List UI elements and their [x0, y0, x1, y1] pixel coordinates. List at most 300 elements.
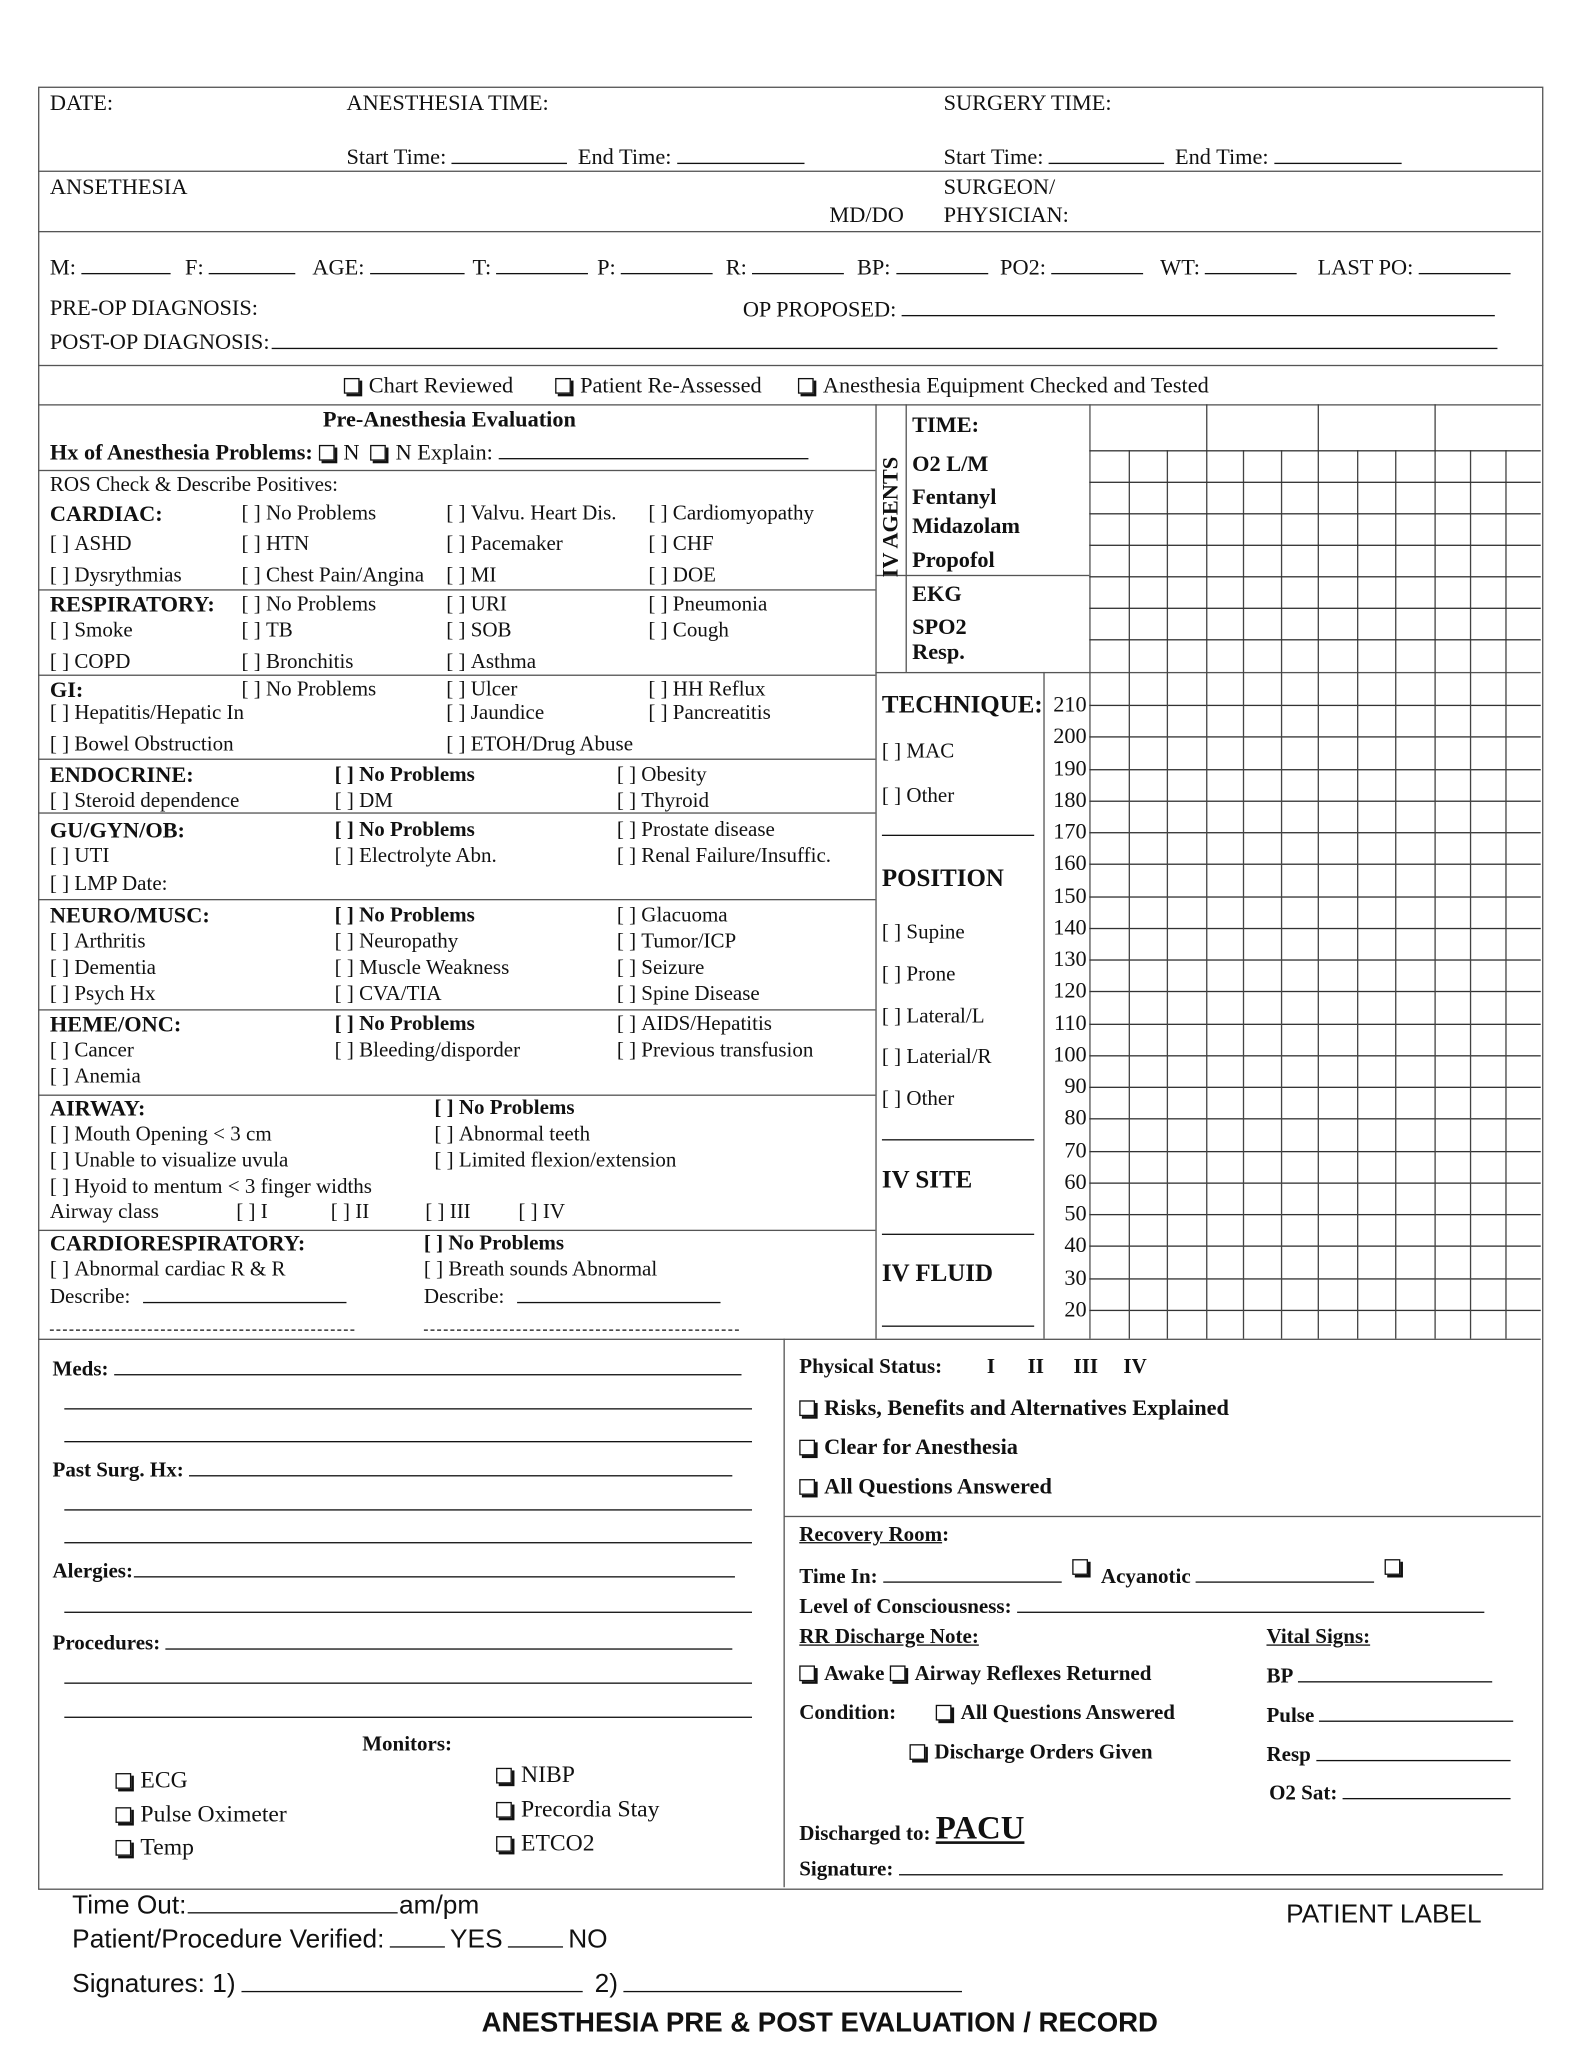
grid-line: [1089, 832, 1540, 833]
ros-checkbox-item[interactable]: [ ] Glacuoma: [617, 904, 728, 928]
iv-row-label: EKG: [912, 581, 962, 607]
vital-field[interactable]: [1051, 255, 1143, 275]
iv-row-label: Resp.: [912, 639, 965, 665]
position-title: POSITION: [881, 864, 1004, 893]
procedures-field-line[interactable]: [64, 1682, 752, 1683]
grid-line: [1089, 545, 1540, 546]
discharged-to-value[interactable]: PACU: [935, 1811, 1025, 1847]
ros-section-title: RESPIRATORY:: [49, 591, 215, 617]
check-label: Chart Reviewed: [368, 372, 514, 398]
ros-checkbox-item[interactable]: [ ] Pancreatitis: [648, 702, 770, 726]
check-patient-reassessed[interactable]: [555, 374, 761, 398]
ros-checkbox-item[interactable]: [ ] Hyoid to mentum < 3 finger widths: [50, 1176, 372, 1200]
ros-checkbox-item[interactable]: [ ] No Problems: [424, 1232, 564, 1256]
vital-resp-field[interactable]: [1316, 1742, 1510, 1762]
y-tick-label: 100: [1053, 1041, 1087, 1067]
grid-line: [1089, 864, 1540, 865]
checkbox-icon[interactable]: [115, 1840, 131, 1856]
past-surg-field-line[interactable]: [64, 1509, 752, 1510]
monitor-nibp[interactable]: [496, 1763, 575, 1787]
monitor-label: NIBP: [521, 1761, 575, 1788]
vital-t: [472, 255, 593, 280]
form-title: ANESTHESIA PRE & POST EVALUATION / RECORD: [481, 2007, 1158, 2039]
meds-field-line[interactable]: [64, 1408, 752, 1409]
grid-line: [1089, 1119, 1540, 1120]
grid-line: [1280, 450, 1281, 1338]
checkbox-icon[interactable]: [909, 1744, 925, 1760]
iv-row-label: O2 L/M: [912, 451, 989, 477]
mddo-label: MD/DO: [829, 202, 904, 228]
ampm-label: am/pm: [399, 1891, 480, 1921]
ros-section-title: AIRWAY:: [49, 1095, 146, 1121]
ros-checkbox-item[interactable]: [ ] Neuropathy: [335, 930, 459, 954]
physical-status-i[interactable]: I: [986, 1355, 996, 1379]
vital-label: M:: [49, 254, 76, 280]
ros-checkbox-item[interactable]: [ ] Cancer: [50, 1039, 134, 1063]
vital-field[interactable]: [1205, 255, 1297, 275]
discharge-awake-airway: [799, 1663, 1151, 1687]
check-equipment-tested[interactable]: [798, 374, 1209, 398]
divider: [875, 404, 876, 1338]
divider: [906, 404, 907, 672]
grid-line: [1089, 1023, 1540, 1024]
ros-checkbox-item[interactable]: [ ] ETOH/Drug Abuse: [446, 734, 633, 758]
y-tick-label: 120: [1053, 978, 1087, 1004]
grid-line: [1089, 928, 1540, 929]
checkbox-icon[interactable]: [115, 1773, 131, 1789]
signature-1-field[interactable]: [241, 1973, 582, 1993]
technique-other[interactable]: [ ] Other: [882, 785, 954, 809]
condition-label: Condition:: [799, 1702, 897, 1725]
ros-section-title: GI:: [49, 677, 84, 703]
monitor-label: Precordia Stay: [521, 1795, 660, 1822]
hx-anesthesia-problems: [50, 440, 813, 465]
airway-class-option[interactable]: [ ] II: [331, 1201, 369, 1225]
allergies-field[interactable]: [134, 1558, 735, 1578]
level-of-consciousness: [799, 1593, 1489, 1619]
grid-line: [1089, 513, 1540, 514]
acyanotic-field[interactable]: [1196, 1563, 1374, 1583]
ros-checkbox-item[interactable]: [ ] Bronchitis: [241, 651, 353, 675]
ros-checkbox-item[interactable]: [ ] Pneumonia: [648, 593, 767, 617]
ros-checkbox-item[interactable]: [ ] Arthritis: [50, 930, 146, 954]
acyanotic-label: Acyanotic: [1100, 1565, 1191, 1589]
grid-line: [1089, 1087, 1540, 1088]
checkbox-icon[interactable]: [799, 1400, 815, 1416]
iv-fluid-field[interactable]: [882, 1326, 1034, 1327]
vital-label: F:: [185, 254, 204, 280]
ros-checkbox-item[interactable]: [ ] Abnormal cardiac R & R: [50, 1259, 286, 1283]
ros-checkbox-item[interactable]: [ ] Ulcer: [446, 679, 517, 703]
position-lateral-l[interactable]: [ ] Lateral/L: [882, 1005, 985, 1029]
checkbox-icon[interactable]: [1385, 1559, 1401, 1575]
procedures-field[interactable]: [165, 1630, 732, 1650]
past-surg-hx: [52, 1457, 737, 1483]
ros-checkbox-item[interactable]: [ ] Hepatitis/Hepatic In: [50, 702, 244, 726]
checkbox-icon[interactable]: [1072, 1559, 1088, 1575]
grid-line: [1089, 1151, 1540, 1152]
describe-field-line[interactable]: [50, 1329, 354, 1330]
past-surg-field[interactable]: [189, 1457, 732, 1477]
ros-checkbox-item[interactable]: [ ] No Problems: [335, 819, 475, 843]
ros-checkbox-item[interactable]: [ ] Valvu. Heart Dis.: [446, 503, 616, 527]
anesthesia-start-time-field[interactable]: [452, 144, 567, 164]
vital-bp: [857, 255, 993, 280]
airway-class-option[interactable]: [ ] III: [425, 1201, 470, 1225]
technique-title: TECHNIQUE:: [881, 691, 1043, 720]
check-label: Patient Re-Assessed: [580, 372, 762, 398]
vital-o2-sat-field[interactable]: [1343, 1780, 1511, 1800]
end-time-label: End Time:: [1175, 144, 1269, 170]
time-in-label: Time In:: [799, 1565, 878, 1589]
signature-2-field[interactable]: [623, 1973, 962, 1993]
y-tick-label: 140: [1053, 914, 1087, 940]
y-tick-label: 90: [1064, 1073, 1087, 1099]
yes-label: YES: [450, 1925, 503, 1955]
ros-checkbox-item[interactable]: [ ] ASHD: [50, 533, 132, 557]
n-label: N: [343, 439, 360, 465]
verified-label: Patient/Procedure Verified:: [72, 1925, 385, 1955]
y-tick-label: 50: [1064, 1201, 1087, 1227]
y-tick-label: 40: [1064, 1232, 1087, 1258]
ros-checkbox-item[interactable]: [ ] CVA/TIA: [335, 983, 442, 1007]
time-out-label: Time Out:: [72, 1891, 187, 1921]
ros-checkbox-item[interactable]: [ ] Asthma: [446, 651, 536, 675]
technique-other-field[interactable]: [882, 835, 1034, 836]
monitor-label: Temp: [140, 1833, 194, 1860]
monitor-ecg[interactable]: [115, 1768, 187, 1792]
divider: [38, 1095, 875, 1096]
ros-checkbox-item[interactable]: [ ] Electrolyte Abn.: [335, 845, 497, 869]
ros-checkbox-item[interactable]: [ ] Prostate disease: [617, 819, 775, 843]
ros-checkbox-item[interactable]: [ ] Anemia: [50, 1066, 141, 1090]
vital-f: [185, 255, 301, 280]
ros-checkbox-item[interactable]: [ ] COPD: [50, 651, 131, 675]
ros-section-title: GU/GYN/OB:: [49, 817, 185, 843]
vital-field[interactable]: [1419, 255, 1511, 275]
grid-line: [1167, 450, 1168, 1338]
anesthesia-end-time-field[interactable]: [677, 144, 804, 164]
airway-reflexes-label: Airway Reflexes Returned: [914, 1662, 1152, 1686]
vital-lastpo: [1318, 255, 1516, 280]
divider: [38, 470, 875, 471]
divider: [38, 589, 875, 590]
check-chart-reviewed[interactable]: [344, 374, 513, 398]
iv-fluid-label: IV FLUID: [881, 1259, 994, 1288]
grid-line: [1089, 1310, 1540, 1311]
monitor-etco2[interactable]: [496, 1831, 594, 1855]
vital-field[interactable]: [896, 255, 988, 275]
checkbox-icon[interactable]: [496, 1768, 512, 1784]
checkbox-icon[interactable]: [496, 1802, 512, 1818]
rr-discharge-note-title: RR Discharge Note:: [799, 1626, 979, 1649]
monitor-temp[interactable]: [115, 1835, 193, 1859]
past-surg-field-line[interactable]: [64, 1542, 752, 1543]
describe-field-row: [50, 1284, 352, 1310]
y-tick-label: 210: [1053, 691, 1087, 717]
vital-field[interactable]: [209, 255, 296, 275]
y-tick-label: 180: [1053, 787, 1087, 813]
ros-checkbox-item[interactable]: [ ] Pacemaker: [446, 533, 563, 557]
monitor-label: Pulse Oximeter: [140, 1800, 287, 1827]
ros-checkbox-item[interactable]: [ ] Renal Failure/Insuffic.: [617, 845, 831, 869]
y-tick-label: 150: [1053, 882, 1087, 908]
airway-class-option[interactable]: [ ] I: [236, 1201, 267, 1225]
ros-checkbox-item[interactable]: [ ] Bleeding/disporder: [335, 1039, 520, 1063]
check-discharge-orders[interactable]: [909, 1742, 1152, 1766]
ros-section-title: HEME/ONC:: [49, 1011, 182, 1037]
vital-label: AGE:: [312, 254, 365, 280]
vital-label: T:: [472, 254, 492, 280]
post-op-diagnosis-field[interactable]: [272, 329, 1498, 349]
grid-line: [1089, 991, 1540, 992]
check-clear-for-anesthesia[interactable]: [799, 1436, 1018, 1460]
meds-field[interactable]: [114, 1356, 741, 1376]
vital-field[interactable]: [752, 255, 844, 275]
ros-checkbox-item[interactable]: [ ] Limited flexion/extension: [434, 1150, 676, 1174]
ros-checkbox-item[interactable]: [ ] HTN: [241, 533, 309, 557]
ros-checkbox-item[interactable]: [ ] CHF: [648, 533, 713, 557]
ros-checkbox-item[interactable]: [ ] Seizure: [617, 957, 704, 981]
vital-field[interactable]: [370, 255, 464, 275]
ros-checkbox-item[interactable]: [ ] UTI: [50, 845, 109, 869]
ros-checkbox-item[interactable]: [ ] Unable to visualize uvula: [50, 1150, 288, 1174]
ros-checkbox-item[interactable]: [ ] URI: [446, 593, 507, 617]
recovery-room-title: Recovery Room:: [799, 1523, 950, 1547]
checkbox-icon[interactable]: [344, 378, 360, 394]
checkbox-icon[interactable]: [318, 445, 334, 461]
op-proposed: [743, 297, 1500, 322]
ros-checkbox-item[interactable]: [ ] No Problems: [241, 679, 376, 703]
surgery-start-end: [944, 144, 1407, 169]
time-in-field[interactable]: [883, 1563, 1061, 1583]
ros-checkbox-item[interactable]: [ ] Muscle Weakness: [335, 957, 510, 981]
ros-checkbox-item[interactable]: [ ] No Problems: [241, 503, 376, 527]
describe-field-line[interactable]: [424, 1329, 739, 1330]
checkbox-icon[interactable]: [936, 1705, 952, 1721]
divider: [38, 404, 1541, 405]
ros-checkbox-item[interactable]: [ ] DOE: [648, 564, 716, 588]
ros-checkbox-item[interactable]: [ ] Bowel Obstruction: [50, 734, 234, 758]
patient-procedure-verified: [72, 1924, 607, 1955]
checkbox-icon[interactable]: [798, 378, 814, 394]
explain-field[interactable]: [498, 440, 808, 460]
describe-field[interactable]: [143, 1284, 346, 1304]
position-supine[interactable]: [ ] Supine: [882, 921, 965, 945]
ros-checkbox-item[interactable]: [ ] No Problems: [241, 593, 376, 617]
grid-line: [1089, 1182, 1540, 1183]
ros-checkbox-item[interactable]: [ ] Mouth Opening < 3 cm: [50, 1123, 272, 1147]
ros-checkbox-item[interactable]: [ ] LMP Date:: [50, 873, 168, 897]
check-risks-explained[interactable]: [799, 1396, 1229, 1420]
ros-checkbox-item[interactable]: [ ] Previous transfusion: [617, 1039, 814, 1063]
time-in: [799, 1559, 1410, 1589]
time-out: [72, 1890, 479, 1921]
grid-line: [1089, 482, 1540, 483]
post-op-diagnosis: [50, 329, 1503, 354]
ros-section-title: NEURO/MUSC:: [49, 902, 210, 928]
y-tick-label: 110: [1054, 1010, 1087, 1035]
position-other[interactable]: [ ] Other: [882, 1088, 954, 1112]
ros-checkbox-item[interactable]: [ ] Spine Disease: [617, 983, 760, 1007]
physical-status-ii[interactable]: II: [1027, 1355, 1044, 1379]
verified-yes-field[interactable]: [390, 1928, 445, 1948]
vital-pulse-field[interactable]: [1320, 1702, 1514, 1722]
vital-o2-sat: [1269, 1780, 1516, 1806]
procedures: [52, 1630, 737, 1656]
divider: [784, 1516, 1541, 1517]
vital-bp-field[interactable]: [1299, 1663, 1493, 1683]
ros-checkbox-item[interactable]: [ ] Breath sounds Abnormal: [424, 1259, 657, 1283]
recovery-title-text: Recovery Room: [799, 1523, 943, 1547]
signature-label: Signature:: [799, 1858, 894, 1881]
physical-status-iv[interactable]: IV: [1123, 1355, 1147, 1379]
ros-checkbox-item[interactable]: [ ] No Problems: [335, 764, 475, 788]
ros-checkbox-item[interactable]: [ ] Cardiomyopathy: [648, 503, 814, 527]
vital-label: R:: [725, 254, 747, 280]
grid-line: [1089, 1246, 1540, 1247]
checkbox-icon[interactable]: [371, 445, 387, 461]
checkbox-icon[interactable]: [799, 1440, 815, 1456]
divider: [784, 1339, 785, 1888]
grid-line: [1089, 1278, 1540, 1279]
ros-section-title: CARDIORESPIRATORY:: [49, 1231, 306, 1256]
ros-checkbox-item[interactable]: [ ] No Problems: [434, 1097, 574, 1121]
describe-field[interactable]: [517, 1284, 720, 1304]
check-all-questions[interactable]: [799, 1475, 1052, 1499]
ros-checkbox-item[interactable]: [ ] Chest Pain/Angina: [241, 564, 424, 588]
check-label: Discharge Orders Given: [934, 1741, 1153, 1764]
allergies-field-line[interactable]: [64, 1612, 752, 1613]
ros-checkbox-item[interactable]: [ ] HH Reflux: [648, 679, 765, 703]
ros-checkbox-item[interactable]: [ ] MI: [446, 564, 496, 588]
explain-label: Explain:: [417, 439, 493, 465]
grid-line: [1089, 639, 1540, 640]
grid-line: [1089, 705, 1540, 706]
grid-line: [1089, 896, 1540, 897]
airway-class-option[interactable]: [ ] IV: [518, 1201, 565, 1225]
ros-checkbox-item[interactable]: [ ] Jaundice: [446, 702, 544, 726]
ros-checkbox-item[interactable]: [ ] Tumor/ICP: [617, 930, 736, 954]
ros-checkbox-item[interactable]: [ ] TB: [241, 619, 292, 643]
y-tick-label: 60: [1064, 1169, 1087, 1195]
y-tick-label: 130: [1053, 946, 1087, 972]
divider: [38, 365, 1543, 366]
grid-line: [1089, 1214, 1540, 1215]
checkbox-icon[interactable]: [555, 378, 571, 394]
describe-label: Describe:: [423, 1286, 505, 1309]
check-label: Risks, Benefits and Alternatives Explained: [824, 1395, 1229, 1421]
position-prone[interactable]: [ ] Prone: [882, 963, 955, 987]
monitors-title: Monitors:: [362, 1733, 453, 1756]
vital-wt: [1160, 255, 1302, 280]
loc-field[interactable]: [1017, 1593, 1484, 1613]
position-other-field[interactable]: [882, 1139, 1034, 1140]
check-label: Clear for Anesthesia: [824, 1434, 1018, 1460]
vital-r: [726, 255, 849, 280]
ros-checkbox-item[interactable]: [ ] Smoke: [50, 619, 133, 643]
vital-field[interactable]: [81, 255, 170, 275]
meds-field-line[interactable]: [64, 1441, 752, 1442]
grid-line: [1089, 737, 1540, 738]
physical-status-iii[interactable]: III: [1073, 1355, 1099, 1379]
position-lateral-r[interactable]: [ ] Laterial/R: [882, 1046, 992, 1070]
anesthesia-time-label: ANESTHESIA TIME:: [346, 90, 549, 116]
signature-field[interactable]: [899, 1856, 1503, 1876]
vital-field[interactable]: [621, 255, 713, 275]
divider: [38, 899, 875, 900]
vital-field[interactable]: [496, 255, 588, 275]
surgery-start-time-field[interactable]: [1049, 144, 1164, 164]
monitor-pulse-oximeter[interactable]: [115, 1802, 286, 1826]
verified-no-field[interactable]: [508, 1928, 563, 1948]
ros-checkbox-item[interactable]: [ ] Dysrythmias: [50, 564, 182, 588]
iv-site-label: IV SITE: [881, 1166, 973, 1195]
ros-checkbox-item[interactable]: [ ] No Problems: [335, 904, 475, 928]
iv-site-field[interactable]: [882, 1234, 1034, 1235]
ros-section-title: ENDOCRINE:: [49, 762, 194, 788]
checkbox-icon[interactable]: [115, 1807, 131, 1823]
ros-checkbox-item[interactable]: [ ] DM: [335, 790, 393, 814]
checkbox-icon[interactable]: [890, 1665, 906, 1681]
discharged-to-label: Discharged to:: [799, 1822, 931, 1846]
ros-checkbox-item[interactable]: [ ] Abnormal teeth: [434, 1123, 590, 1147]
ros-checkbox-item[interactable]: [ ] Steroid dependence: [50, 790, 239, 814]
ros-checkbox-item[interactable]: [ ] Thyroid: [617, 790, 709, 814]
ros-checkbox-item[interactable]: [ ] Cough: [648, 619, 728, 643]
divider: [38, 759, 875, 760]
vital-p: [597, 255, 718, 280]
procedures-field-line[interactable]: [64, 1717, 752, 1718]
ros-checkbox-item[interactable]: [ ] No Problems: [335, 1013, 475, 1037]
checkbox-icon[interactable]: [496, 1836, 512, 1852]
signatures: [72, 1969, 967, 2000]
check-rr-all-questions[interactable]: [936, 1702, 1175, 1726]
ros-checkbox-item[interactable]: [ ] AIDS/Hepatitis: [617, 1013, 772, 1037]
vital-m: [50, 255, 176, 280]
vital-resp: [1266, 1742, 1515, 1768]
checkbox-icon[interactable]: [799, 1665, 815, 1681]
ros-checkbox-item[interactable]: [ ] Obesity: [617, 764, 707, 788]
vital-signs-title: Vital Signs:: [1266, 1626, 1371, 1649]
checkbox-icon[interactable]: [799, 1479, 815, 1495]
grid-line: [1089, 768, 1540, 769]
iv-row-label: Midazolam: [912, 513, 1020, 539]
y-tick-label: 160: [1053, 850, 1087, 876]
time-out-field[interactable]: [188, 1894, 398, 1914]
check-label: Anesthesia Equipment Checked and Tested: [822, 372, 1209, 398]
ros-checkbox-item[interactable]: [ ] Psych Hx: [50, 983, 156, 1007]
monitor-precordia-stay[interactable]: [496, 1797, 659, 1821]
surgery-end-time-field[interactable]: [1274, 144, 1401, 164]
start-time-label: Start Time:: [943, 144, 1044, 170]
ros-checkbox-item[interactable]: [ ] SOB: [446, 619, 511, 643]
ros-checkbox-item[interactable]: [ ] Dementia: [50, 957, 156, 981]
vital-age: [312, 255, 469, 280]
check-label: All Questions Answered: [824, 1473, 1052, 1499]
airway-class-label: Airway class: [49, 1200, 159, 1224]
end-time-label: End Time:: [577, 144, 672, 170]
physical-status-label: Physical Status:: [799, 1355, 943, 1379]
grid-line: [1243, 450, 1244, 1338]
vital-pulse: [1266, 1702, 1519, 1728]
grid-line: [1089, 608, 1540, 609]
technique-mac[interactable]: [ ] MAC: [882, 740, 954, 764]
grid-line: [1396, 450, 1397, 1338]
iv-row-label: Propofol: [912, 547, 995, 573]
op-proposed-field[interactable]: [902, 297, 1495, 317]
check-label: All Questions Answered: [960, 1702, 1175, 1725]
